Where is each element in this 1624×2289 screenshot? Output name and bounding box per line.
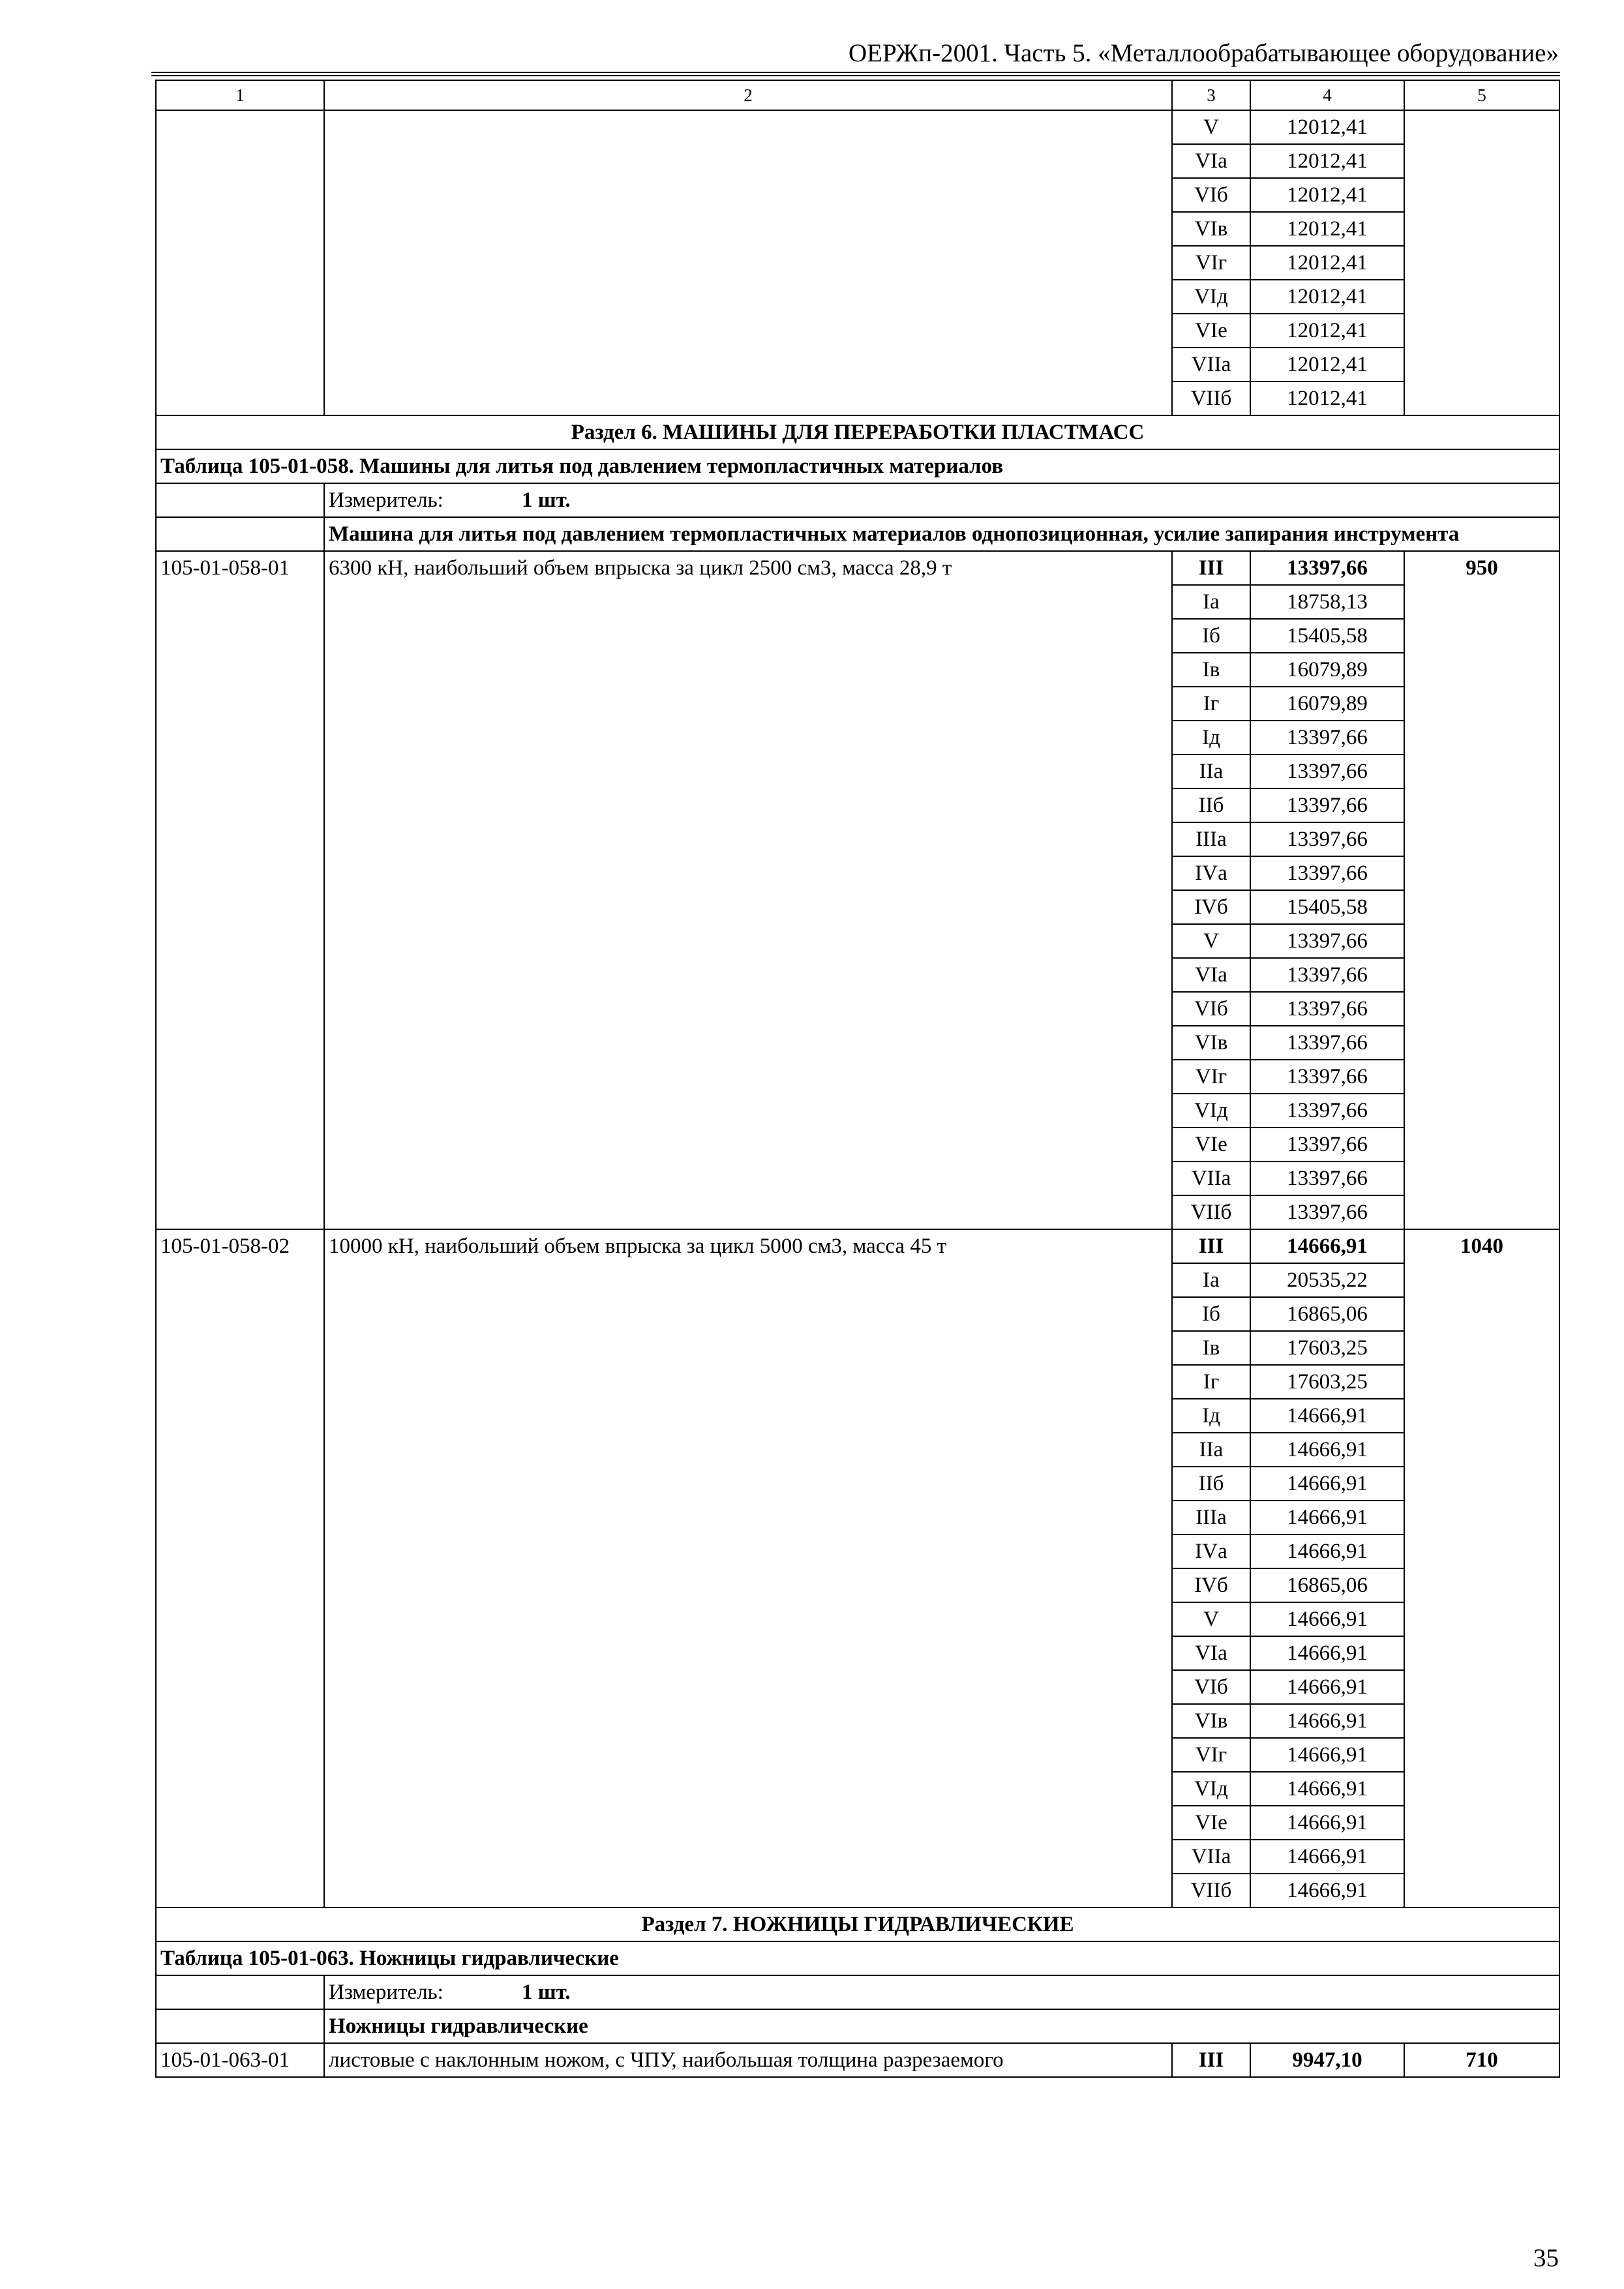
zone-cell: IVб — [1172, 890, 1250, 924]
price-cell: 14666,91 — [1250, 1704, 1404, 1738]
zone-cell: VIв — [1172, 1026, 1250, 1060]
zone-cell: VIв — [1172, 1704, 1250, 1738]
price-cell: 14666,91 — [1250, 1670, 1404, 1704]
zone-cell: VIIа — [1172, 348, 1250, 382]
weight-cell: 710 — [1404, 2043, 1559, 2077]
price-cell: 14666,91 — [1250, 1602, 1404, 1636]
unit-label: Измеритель: — [329, 1981, 444, 2004]
column-number: 3 — [1172, 80, 1250, 110]
zone-cell: VIIа — [1172, 1161, 1250, 1195]
zone-cell: VIг — [1172, 1060, 1250, 1094]
unit-spacer — [156, 483, 324, 517]
zone-cell: Iг — [1172, 687, 1250, 721]
zone-cell: IIIа — [1172, 822, 1250, 856]
zone-cell: IVа — [1172, 856, 1250, 890]
price-cell: 17603,25 — [1250, 1331, 1404, 1365]
description-cell: 10000 кН, наибольший объем впрыска за цикл 5000 см3, масса 45 т — [324, 1229, 1172, 1908]
price-cell: 20535,22 — [1250, 1263, 1404, 1297]
zone-cell: VIг — [1172, 246, 1250, 280]
table-title-row — [156, 449, 1559, 483]
section-title: Раздел 7. НОЖНИЦЫ ГИДРАВЛИЧЕСКИЕ — [156, 1908, 1559, 1941]
price-cell: 12012,41 — [1250, 280, 1404, 314]
price-cell: 18758,13 — [1250, 585, 1404, 619]
table-title: Таблица 105-01-063. Ножницы гидравлические — [156, 1941, 1559, 1975]
table-row — [156, 551, 1559, 585]
price-table — [155, 80, 1560, 2078]
price-cell: 12012,41 — [1250, 178, 1404, 212]
price-cell: 13397,66 — [1250, 755, 1404, 788]
zone-cell: Iд — [1172, 1399, 1250, 1433]
weight-cell: 950 — [1404, 551, 1559, 1229]
price-cell: 15405,58 — [1250, 619, 1404, 653]
price-cell: 14666,91 — [1250, 1229, 1404, 1263]
price-cell: 13397,66 — [1250, 958, 1404, 992]
zone-cell: VIе — [1172, 1806, 1250, 1840]
zone-cell: VIIб — [1172, 382, 1250, 415]
zone-cell: Iб — [1172, 619, 1250, 653]
group-heading-row — [156, 517, 1559, 551]
price-cell: 14666,91 — [1250, 1636, 1404, 1670]
page-number: 35 — [1533, 2244, 1559, 2272]
unit-cell — [324, 483, 1559, 517]
table-row — [156, 2043, 1559, 2077]
zone-cell: VIб — [1172, 178, 1250, 212]
price-cell: 13397,66 — [1250, 1128, 1404, 1161]
group-spacer — [156, 517, 324, 551]
zone-cell: VIд — [1172, 1094, 1250, 1128]
column-number: 4 — [1250, 80, 1404, 110]
zone-cell: Iд — [1172, 721, 1250, 755]
zone-cell: V — [1172, 110, 1250, 144]
group-heading-row — [156, 2009, 1559, 2043]
description-cell: листовые с наклонным ножом, с ЧПУ, наибольшая толщина разрезаемого — [324, 2043, 1172, 2077]
page-header: ОЕРЖп-2001. Часть 5. «Металлообрабатывающее оборудование» — [849, 39, 1559, 67]
unit-row — [156, 483, 1559, 517]
price-cell: 14666,91 — [1250, 1738, 1404, 1772]
price-cell: 12012,41 — [1250, 382, 1404, 415]
description-cell — [324, 110, 1172, 415]
price-cell: 14666,91 — [1250, 1534, 1404, 1568]
table-title-row — [156, 1941, 1559, 1975]
price-cell: 13397,66 — [1250, 788, 1404, 822]
unit-value: 1 шт. — [522, 1981, 571, 2004]
price-cell: 13397,66 — [1250, 1161, 1404, 1195]
price-cell: 9947,10 — [1250, 2043, 1404, 2077]
unit-cell — [324, 1975, 1559, 2009]
header-divider — [151, 72, 1560, 76]
price-cell: 13397,66 — [1250, 1094, 1404, 1128]
code-cell — [156, 110, 324, 415]
zone-cell: IIб — [1172, 1467, 1250, 1501]
zone-cell: VIе — [1172, 314, 1250, 348]
code-cell: 105-01-063-01 — [156, 2043, 324, 2077]
price-cell: 13397,66 — [1250, 551, 1404, 585]
zone-cell: VIд — [1172, 280, 1250, 314]
price-cell: 13397,66 — [1250, 1026, 1404, 1060]
zone-cell: Iа — [1172, 585, 1250, 619]
zone-cell: Iа — [1172, 1263, 1250, 1297]
price-cell: 14666,91 — [1250, 1874, 1404, 1908]
zone-cell: VIа — [1172, 1636, 1250, 1670]
column-number: 5 — [1404, 80, 1559, 110]
code-cell: 105-01-058-01 — [156, 551, 324, 1229]
unit-value: 1 шт. — [522, 488, 571, 512]
group-spacer — [156, 2009, 324, 2043]
zone-cell: VIд — [1172, 1772, 1250, 1806]
price-cell: 13397,66 — [1250, 1060, 1404, 1094]
zone-cell: IVб — [1172, 1568, 1250, 1602]
price-cell: 16865,06 — [1250, 1297, 1404, 1331]
zone-cell: VIв — [1172, 212, 1250, 246]
column-number: 1 — [156, 80, 324, 110]
column-numbers-row — [156, 80, 1559, 110]
zone-cell: Iв — [1172, 653, 1250, 687]
zone-cell: Iг — [1172, 1365, 1250, 1399]
zone-cell: IIа — [1172, 755, 1250, 788]
zone-cell: VIа — [1172, 958, 1250, 992]
price-cell: 14666,91 — [1250, 1772, 1404, 1806]
zone-cell: III — [1172, 1229, 1250, 1263]
zone-cell: IIа — [1172, 1433, 1250, 1467]
price-cell: 13397,66 — [1250, 721, 1404, 755]
price-cell: 14666,91 — [1250, 1467, 1404, 1501]
price-cell: 12012,41 — [1250, 314, 1404, 348]
section-row — [156, 1908, 1559, 1941]
unit-row — [156, 1975, 1559, 2009]
zone-cell: IVа — [1172, 1534, 1250, 1568]
price-cell: 14666,91 — [1250, 1501, 1404, 1534]
price-cell: 13397,66 — [1250, 924, 1404, 958]
price-cell: 12012,41 — [1250, 144, 1404, 178]
price-cell: 15405,58 — [1250, 890, 1404, 924]
section-row — [156, 415, 1559, 449]
column-number: 2 — [324, 80, 1172, 110]
weight-cell — [1404, 110, 1559, 415]
code-cell: 105-01-058-02 — [156, 1229, 324, 1908]
table-title: Таблица 105-01-058. Машины для литья под давлением термопластичных материалов — [156, 449, 1559, 483]
price-cell: 14666,91 — [1250, 1399, 1404, 1433]
group-heading: Ножницы гидравлические — [324, 2009, 1559, 2043]
zone-cell: III — [1172, 551, 1250, 585]
unit-spacer — [156, 1975, 324, 2009]
price-cell: 13397,66 — [1250, 856, 1404, 890]
zone-cell: VIб — [1172, 1670, 1250, 1704]
price-cell: 14666,91 — [1250, 1806, 1404, 1840]
price-cell: 14666,91 — [1250, 1840, 1404, 1874]
weight-cell: 1040 — [1404, 1229, 1559, 1908]
zone-cell: VIIб — [1172, 1195, 1250, 1229]
price-cell: 12012,41 — [1250, 348, 1404, 382]
zone-cell: V — [1172, 924, 1250, 958]
zone-cell: VIIб — [1172, 1874, 1250, 1908]
description-cell: 6300 кН, наибольший объем впрыска за цикл 2500 см3, масса 28,9 т — [324, 551, 1172, 1229]
group-heading: Машина для литья под давлением термопластичных материалов однопозиционная, усилие запирания инструмента — [324, 517, 1559, 551]
zone-cell: IIIа — [1172, 1501, 1250, 1534]
zone-cell: III — [1172, 2043, 1250, 2077]
zone-cell: Iб — [1172, 1297, 1250, 1331]
price-cell: 12012,41 — [1250, 246, 1404, 280]
price-cell: 12012,41 — [1250, 110, 1404, 144]
price-cell: 16079,89 — [1250, 687, 1404, 721]
section-title: Раздел 6. МАШИНЫ ДЛЯ ПЕРЕРАБОТКИ ПЛАСТМАСС — [156, 415, 1559, 449]
price-cell: 12012,41 — [1250, 212, 1404, 246]
price-table-body — [156, 80, 1559, 2077]
table-row — [156, 1229, 1559, 1263]
zone-cell: VIIа — [1172, 1840, 1250, 1874]
zone-cell: VIб — [1172, 992, 1250, 1026]
zone-cell: Iв — [1172, 1331, 1250, 1365]
zone-cell: VIа — [1172, 144, 1250, 178]
price-cell: 13397,66 — [1250, 992, 1404, 1026]
price-cell: 13397,66 — [1250, 1195, 1404, 1229]
table-row — [156, 110, 1559, 144]
zone-cell: VIе — [1172, 1128, 1250, 1161]
price-cell: 16865,06 — [1250, 1568, 1404, 1602]
price-cell: 14666,91 — [1250, 1433, 1404, 1467]
zone-cell: VIг — [1172, 1738, 1250, 1772]
unit-label: Измеритель: — [329, 488, 444, 512]
zone-cell: IIб — [1172, 788, 1250, 822]
price-cell: 16079,89 — [1250, 653, 1404, 687]
price-cell: 17603,25 — [1250, 1365, 1404, 1399]
zone-cell: V — [1172, 1602, 1250, 1636]
price-cell: 13397,66 — [1250, 822, 1404, 856]
